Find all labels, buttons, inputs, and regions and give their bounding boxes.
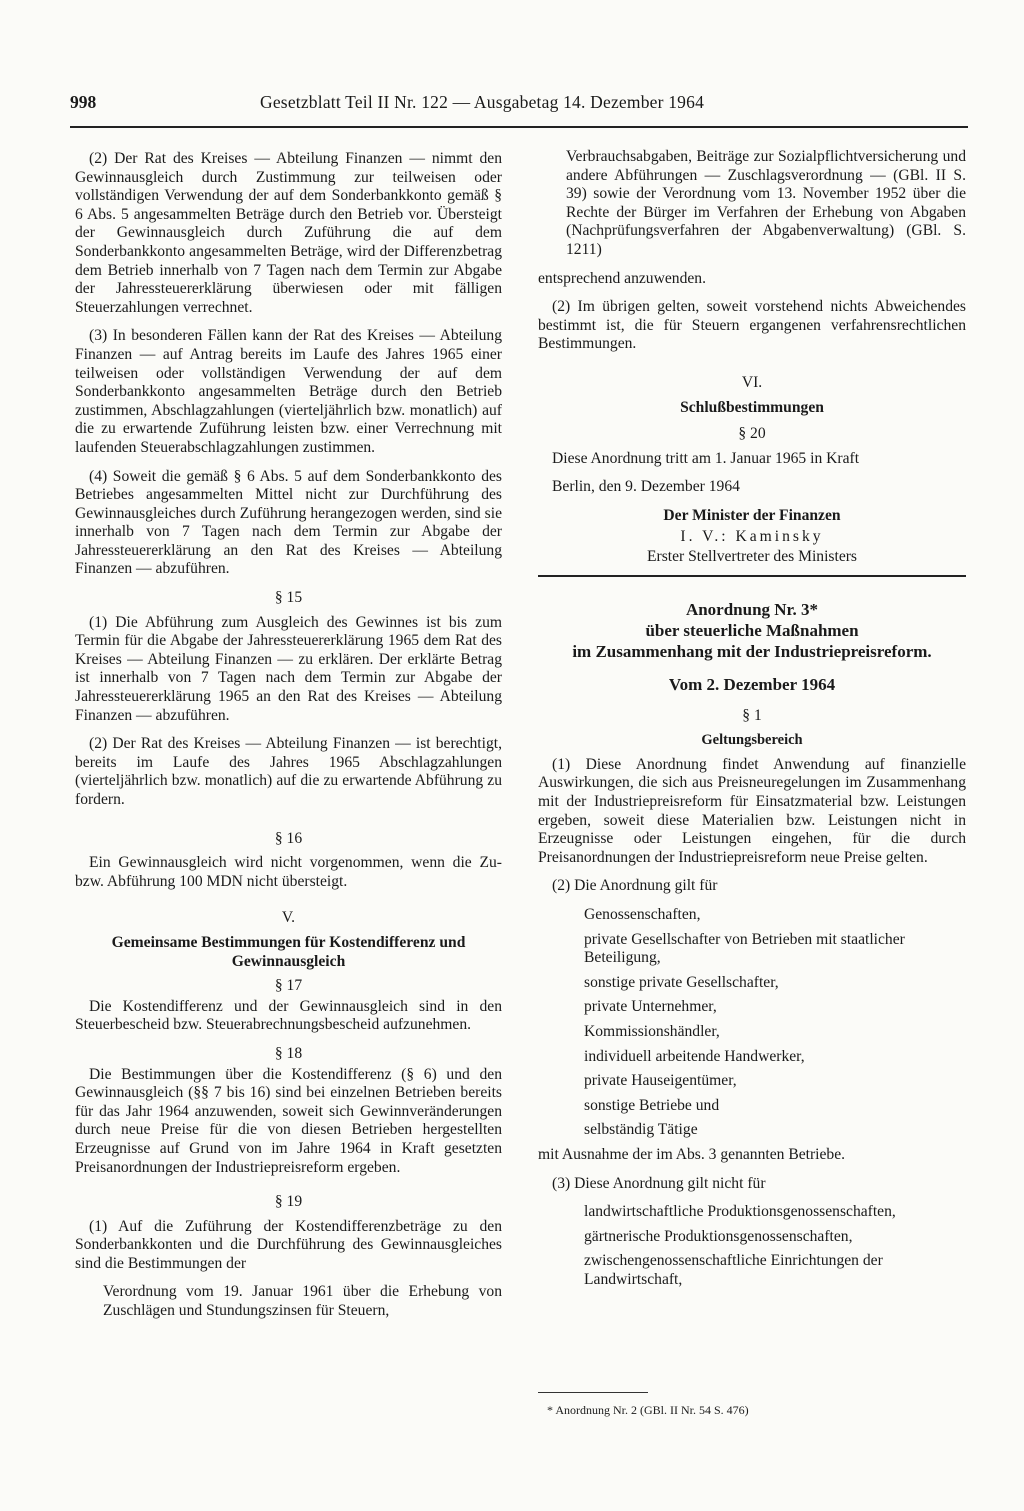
- place-date: Berlin, den 9. Dezember 1964: [552, 478, 740, 496]
- footnote: * Anordnung Nr. 2 (GBl. II Nr. 54 S. 476): [547, 1403, 749, 1417]
- list-item: individuell arbeitende Handwerker,: [584, 1047, 805, 1065]
- paragraph: (1) Diese Anordnung findet Anwendung auf finanzielle Auswirkungen, die sich aus Preisneuregelungen im Zusammenhang mit der Industriepreisreform für Einsatzmaterial bzw. Leistungen ergeben, soweit diese Materialien bzw. Leistungen nicht in Erzeugnisse oder Leistungen eingehen, für die durch Preisanordnungen der Industriepreisreform neue Preise gelten.: [538, 755, 966, 866]
- paragraph: (3) Diese Anordnung gilt nicht für: [552, 1174, 766, 1192]
- list-item: selbständig Tätige: [584, 1121, 698, 1139]
- paragraph: Die Kostendifferenz und der Gewinnausgleich sind in den Steuerbescheid bzw. Steuerabrechnungsbescheid aufzunehmen.: [75, 997, 502, 1034]
- section-heading: § 16: [274, 829, 303, 847]
- list-item: private Hauseigentümer,: [584, 1072, 737, 1090]
- section-heading: § 19: [274, 1193, 303, 1211]
- signatory-role: Erster Stellvertreter des Ministers: [646, 548, 858, 566]
- section-divider: [538, 575, 966, 577]
- paragraph: (2) Der Rat des Kreises — Abteilung Finanzen — nimmt den Gewinnausgleich durch Zustimmung zur teilweisen oder vollständigen Verwendung der auf dem Sonderbankkonto gemäß § 6 Abs. 5 angesammelten Beträge durch den Betrieb vor. Übersteigt der Gewinnausgleich durch Zuführung die auf dem Sonderbankkonto angesammelten Beträge, wird der Differenzbetrag dem Betrieb innerhalb von 7 Tagen nach dem Termin zur Abgabe der Jahressteuererklärung überwiesen oder mit fälligen Steuerzahlungen verrechnet.: [75, 150, 502, 316]
- applicability-list: [584, 906, 966, 1140]
- header-rule: [70, 126, 968, 128]
- list-item: Kommissionshändler,: [584, 1023, 720, 1040]
- paragraph: (2) Die Anordnung gilt für: [552, 877, 718, 895]
- section-title: Geltungsbereich: [701, 732, 803, 749]
- list-item: zwischengenossenschaftliche Einrichtungen der Landwirtschaft,: [584, 1252, 883, 1288]
- signature-authority: Der Minister der Finanzen: [663, 506, 841, 524]
- paragraph: (2) Der Rat des Kreises — Abteilung Finanzen — ist berechtigt, bereits im Laufe des Jahres 1965 Abschlagzahlungen (vierteljährlich bzw. monatlich) auf die zu erwartende Abführung zu fordern.: [75, 735, 502, 808]
- section-heading: § 20: [738, 425, 766, 443]
- list-item: landwirtschaftliche Produktionsgenossenschaften,: [584, 1203, 896, 1221]
- footnote-rule: [538, 1392, 648, 1393]
- paragraph: (1) Die Abführung zum Ausgleich des Gewinnes ist bis zum Termin für die Abgabe der Jahressteuererklärung 1965 dem Rat des Kreises — Abteilung Finanzen — zu erklären. Der erklärte Betrag ist innerhalb von 7 Tagen nach dem Termin zur Abgabe der Jahressteuererklärung 1965 an den Rat des Kreises — Abteilung Finanzen — abzuführen.: [75, 613, 502, 724]
- paragraph: (4) Soweit die gemäß § 6 Abs. 5 auf dem Sonderbankkonto des Betriebes angesammelten Mittel nicht zur Durchführung des Gewinnausgleiches durch Zuführung herangezogen werden, sind sie innerhalb von 7 Tagen nach dem Termin zur Abgabe der Jahressteuererklärung an den Rat des Kreises — Abteilung Finanzen — abzuführen.: [75, 467, 502, 578]
- list-item: Genossenschaften,: [584, 906, 701, 924]
- paragraph: mit Ausnahme der im Abs. 3 genannten Betriebe.: [538, 1145, 846, 1163]
- ordinance-title-line-1: Anordnung Nr. 3*: [685, 599, 819, 619]
- exclusion-list: [584, 1203, 966, 1289]
- list-item: sonstige Betriebe und: [584, 1096, 720, 1114]
- paragraph: entsprechend anzuwenden.: [538, 269, 706, 287]
- running-title: Gesetzblatt Teil II Nr. 122 — Ausgabetag 14. Dezember 1964: [260, 92, 705, 112]
- ordinance-date: Vom 2. Dezember 1964: [668, 674, 836, 694]
- paragraph: Verbrauchsabgaben, Beiträge zur Sozialpflichtversicherung und andere Abführungen — Zuschlagsverordnung — (GBl. II S. 39) sowie der Verordnung vom 13. November 1952 über die Rechte der Bürger im Verfahren der Erhebung von Abgaben (Nachprüfungsverfahren der Abgabenverwaltung) (GBl. S. 1211): [566, 148, 966, 258]
- paragraph: (3) In besonderen Fällen kann der Rat des Kreises — Abteilung Finanzen — auf Antrag bereits im Laufe des Jahres 1965 einer teilweisen oder vollständigen Verwendung der auf dem Sonderbankkonto angesammelten Beträge durch den Betrieb zustimmen, Abschlagzahlungen (vierteljährlich bzw. monatlich) auf die zu erwartende Zuführung leisten bzw. einer Verrechnung mit laufenden Steuerabschlagzahlungen zustimmen.: [75, 327, 502, 456]
- signatory: I. V.: Kaminsky: [680, 527, 824, 545]
- paragraph: (1) Auf die Zuführung der Kostendifferenzbeträge zu den Sonderbankkonten und die Durchführung des Gewinnausgleiches sind die Bestimmungen der: [75, 1217, 502, 1272]
- section-heading: § 1: [742, 706, 762, 724]
- page-number: 998: [70, 92, 97, 112]
- ordinance-title-line-2: über steuerliche Maßnahmen: [645, 620, 859, 640]
- section-heading: § 18: [274, 1044, 303, 1062]
- paragraph: Verordnung vom 19. Januar 1961 über die Erhebung von Zuschlägen und Stundungszinsen für Steuern,: [103, 1283, 502, 1320]
- paragraph: Ein Gewinnausgleich wird nicht vorgenommen, wenn die Zu- bzw. Abführung 100 MDN nicht übersteigt.: [75, 854, 502, 890]
- left-column: [75, 150, 502, 1331]
- page-header: [70, 92, 968, 118]
- right-column: [538, 150, 966, 1296]
- part-title: Gemeinsame Bestimmungen für Kostendifferenz und Gewinnausgleich: [111, 933, 466, 970]
- section-heading: § 15: [274, 589, 303, 607]
- list-item: sonstige private Gesellschafter,: [584, 973, 779, 991]
- part-heading: VI.: [741, 373, 763, 391]
- paragraph: Diese Anordnung tritt am 1. Januar 1965 in Kraft: [552, 449, 860, 467]
- part-heading: V.: [281, 909, 296, 927]
- list-item: gärtnerische Produktionsgenossenschaften,: [584, 1227, 853, 1245]
- list-item: private Unternehmer,: [584, 998, 717, 1016]
- list-item: private Gesellschafter von Betrieben mit staatlicher Beteiligung,: [584, 930, 905, 967]
- paragraph: Die Bestimmungen über die Kostendifferenz (§ 6) und den Gewinnausgleich (§§ 7 bis 16) sind bei einzelnen Betrieben bereits für das Jahr 1964 anzuwenden, soweit sich Gewinnveränderungen durch neue Preise für die von diesen Betrieben hergestellten Erzeugnisse auf Grund von im Jahre 1964 in Kraft gesetzten Preisanordnungen der Industriepreisreform ergeben.: [75, 1065, 502, 1176]
- paragraph: (2) Im übrigen gelten, soweit vorstehend nichts Abweichendes bestimmt ist, die für Steuern ergangenen verfahrensrechtlichen Bestimmungen.: [538, 298, 966, 353]
- part-title: Schlußbestimmungen: [680, 398, 824, 416]
- section-heading: § 17: [274, 977, 303, 995]
- ordinance-title-line-3: im Zusammenhang mit der Industriepreisreform.: [572, 641, 932, 661]
